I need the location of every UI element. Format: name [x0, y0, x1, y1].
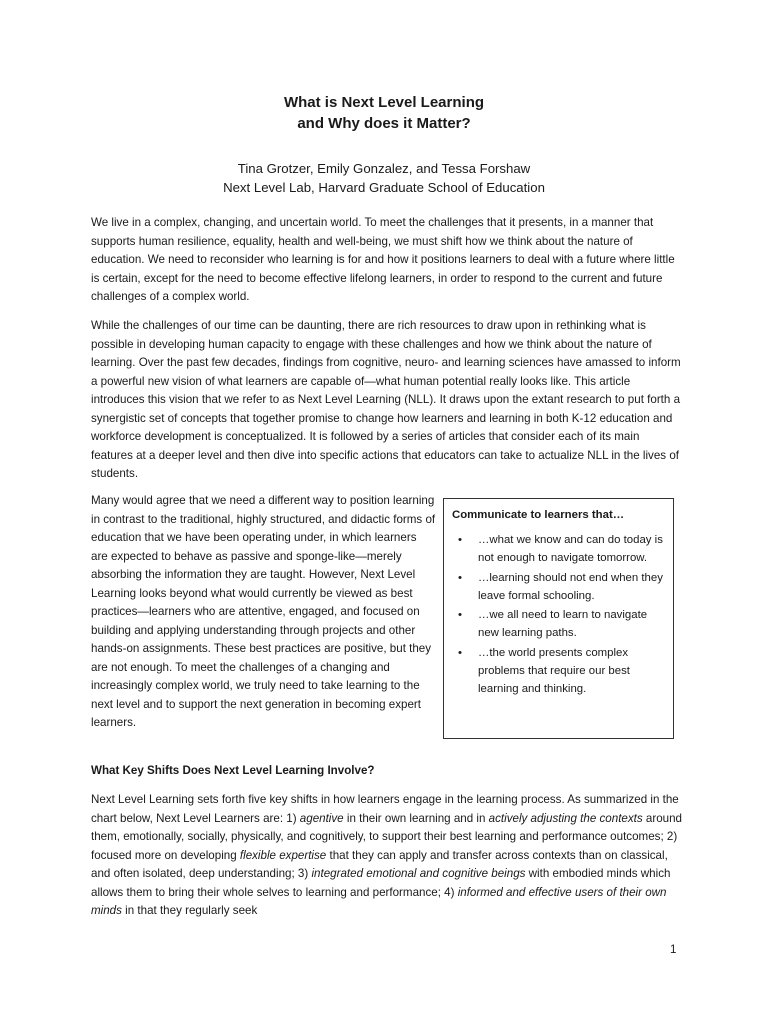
callout-item	[452, 644, 665, 699]
callout-item	[452, 569, 665, 606]
bullet-icon: •	[458, 534, 462, 546]
emphasis-flexible-expertise: flexible expertise	[239, 848, 327, 862]
callout-item	[452, 531, 665, 568]
affiliation: Next Level Lab, Harvard Graduate School of Education	[223, 180, 545, 195]
authors: Tina Grotzer, Emily Gonzalez, and Tessa Forshaw	[237, 161, 531, 176]
text-run: in that they regularly seek	[121, 904, 258, 917]
paragraph-2: While the challenges of our time can be daunting, there are rich resources to draw upon in rethinking what is possible in developing human capacity to engage with these challenges and how we think about the nature of learning. Over the past few decades, findings from cognitive, neuro- and learning sciences have amassed to inform a powerful new vision of what learners are capable of—what human potential really looks like. This article introduces this vision that we refer to as Next Level Learning (NLL). It draws upon the extant research to put forth a synergistic set of concepts that together promise to change how learners and learning in both K-12 education and workforce development is conceptualized. It is followed by a series of articles that consider each of its main features at a deeper level and then dive into specific actions that educators can take to actualize NLL in the lives of students.	[91, 319, 681, 480]
bullet-icon: •	[458, 646, 462, 659]
bullet-icon: •	[458, 571, 462, 584]
callout-item-text: …we all need to learn to navigate new learning paths.	[478, 609, 648, 640]
emphasis-informed-users: informed and effective users of their own minds	[91, 885, 667, 917]
bullet-icon: •	[458, 609, 462, 622]
emphasis-adjusting-contexts: actively adjusting the contexts	[488, 811, 643, 825]
emphasis-integrated-beings: integrated emotional and cognitive beings	[311, 867, 526, 880]
text-run: that they can apply and transfer across contexts than on classical, and often isolated, deep understanding; 3)	[91, 848, 668, 880]
page-number: 1	[670, 943, 677, 956]
author-block	[0, 159, 768, 197]
section-heading: What Key Shifts Does Next Level Learning Involve?	[91, 764, 375, 777]
callout-item-text: …what we know and can do today is not enough to navigate tomorrow.	[478, 534, 663, 565]
text-run: Next Level Learning sets forth five key shifts in how learners engage in the learning process. As summarized in the chart below, Next Level Learners are: 1)	[91, 793, 679, 825]
callout-heading: Communicate to learners that…	[452, 509, 625, 521]
text-run: in their own learning and in	[343, 811, 489, 825]
callout-item-text: …learning should not end when they leave formal schooling.	[478, 571, 663, 602]
text-run: with embodied minds which allows them to bring their whole selves to learning and performance; 4)	[91, 867, 671, 899]
callout-box	[443, 498, 674, 739]
emphasis-agentive: agentive	[299, 811, 344, 825]
paragraph-5	[91, 791, 683, 921]
callout-item-text: …the world presents complex problems that require our best learning and thinking.	[478, 646, 630, 696]
callout-list	[452, 531, 665, 699]
text-run: around them, emotionally, socially, physically, and cognitively, to support their best learning and performance outcomes; 2) focused more on developing	[91, 811, 683, 862]
title-line-1: What is Next Level Learning	[283, 94, 485, 111]
document-title	[0, 92, 768, 134]
paragraph-3: Many would agree that we need a different way to position learning in contrast to the traditional, highly structured, and didactic forms of education that we have been operating under, in which learners are expected to behave as passive and sponge-like—merely absorbing the information they are taught. However, Next Level Learning looks beyond what would currently be viewed as best practices—learners who are attentive, engaged, and focused on building and applying understanding through projects and other hands-on assignments. These best practices are positive, but they are not enough. To meet the challenges of a changing and increasingly complex world, we truly need to take learning to the next level and to support the next generation in becoming expert learners.	[91, 494, 436, 729]
callout-item	[452, 606, 665, 643]
title-line-2: and Why does it Matter?	[297, 115, 471, 132]
paragraph-1: We live in a complex, changing, and uncertain world. To meet the challenges that it presents, in a manner that supports human resilience, equality, health and well-being, we must shift how we think about the nature of education. We need to reconsider who learning is for and how it positions learners to deal with a future where little is certain, except for the need to become effective lifelong learners, in order to respond to the current and future challenges of a complex world.	[91, 216, 675, 303]
